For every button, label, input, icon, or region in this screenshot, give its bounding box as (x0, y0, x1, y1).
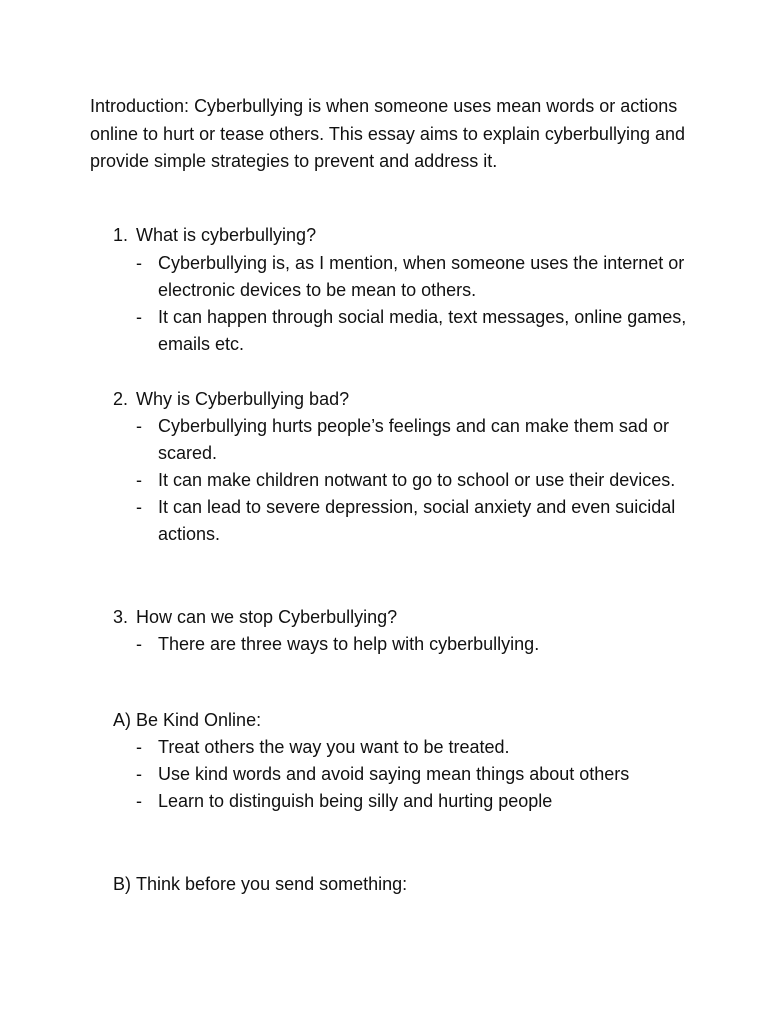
bullet-marker: - (136, 764, 142, 784)
section-number: 1. (113, 225, 129, 245)
list-item (136, 413, 696, 467)
list-item (136, 467, 696, 494)
section-number: B) (113, 874, 131, 894)
section-number: 3. (113, 607, 129, 627)
list-item (136, 734, 696, 761)
list-item-text: Cyberbullying hurts people’s feelings and can make them sad or scared. (158, 416, 669, 463)
bullet-marker: - (136, 634, 142, 654)
section-heading-3 (113, 604, 397, 631)
bullet-marker: - (136, 253, 142, 273)
bullet-list-a (136, 734, 696, 815)
list-item (136, 761, 696, 788)
list-item-text: It can make children notwant to go to school or use their devices. (158, 470, 676, 490)
list-item-text: Learn to distinguish being silly and hurting people (158, 791, 553, 811)
section-title: What is cyberbullying? (136, 225, 317, 245)
bullet-marker: - (136, 307, 142, 327)
list-item (136, 304, 696, 358)
list-item-text: It can happen through social media, text messages, online games, emails etc. (158, 307, 687, 354)
section-heading-2 (113, 386, 349, 413)
list-item (136, 788, 696, 815)
list-item-text: Use kind words and avoid saying mean things about others (158, 764, 630, 784)
list-item-text: It can lead to severe depression, social anxiety and even suicidal actions. (158, 497, 676, 544)
bullet-marker: - (136, 497, 142, 517)
list-item (136, 631, 696, 658)
bullet-marker: - (136, 470, 142, 490)
section-title: Think before you send something: (136, 874, 408, 894)
bullet-marker: - (136, 737, 142, 757)
bullet-list-2 (136, 413, 696, 548)
section-heading-a (113, 707, 261, 734)
list-item (136, 250, 696, 304)
section-number: 2. (113, 389, 129, 409)
intro-paragraph: Introduction: Cyberbullying is when someone uses mean words or actions online to hurt or tease others. This essay aims to explain cyberbullying and provide simple strategies to prevent and address it. (90, 96, 685, 171)
bullet-marker: - (136, 791, 142, 811)
list-item-text: Treat others the way you want to be treated. (158, 737, 510, 757)
bullet-list-1 (136, 250, 696, 358)
section-title: Why is Cyberbullying bad? (136, 389, 350, 409)
section-heading-b (113, 871, 407, 898)
section-heading-1 (113, 222, 316, 249)
list-item (136, 494, 696, 548)
list-item-text: Cyberbullying is, as I mention, when someone uses the internet or electronic devices to be mean to others. (158, 253, 685, 300)
section-title: How can we stop Cyberbullying? (136, 607, 398, 627)
bullet-marker: - (136, 416, 142, 436)
list-item-text: There are three ways to help with cyberbullying. (158, 634, 540, 654)
bullet-list-3 (136, 631, 696, 658)
section-number: A) (113, 710, 131, 730)
section-title: Be Kind Online: (136, 710, 262, 730)
